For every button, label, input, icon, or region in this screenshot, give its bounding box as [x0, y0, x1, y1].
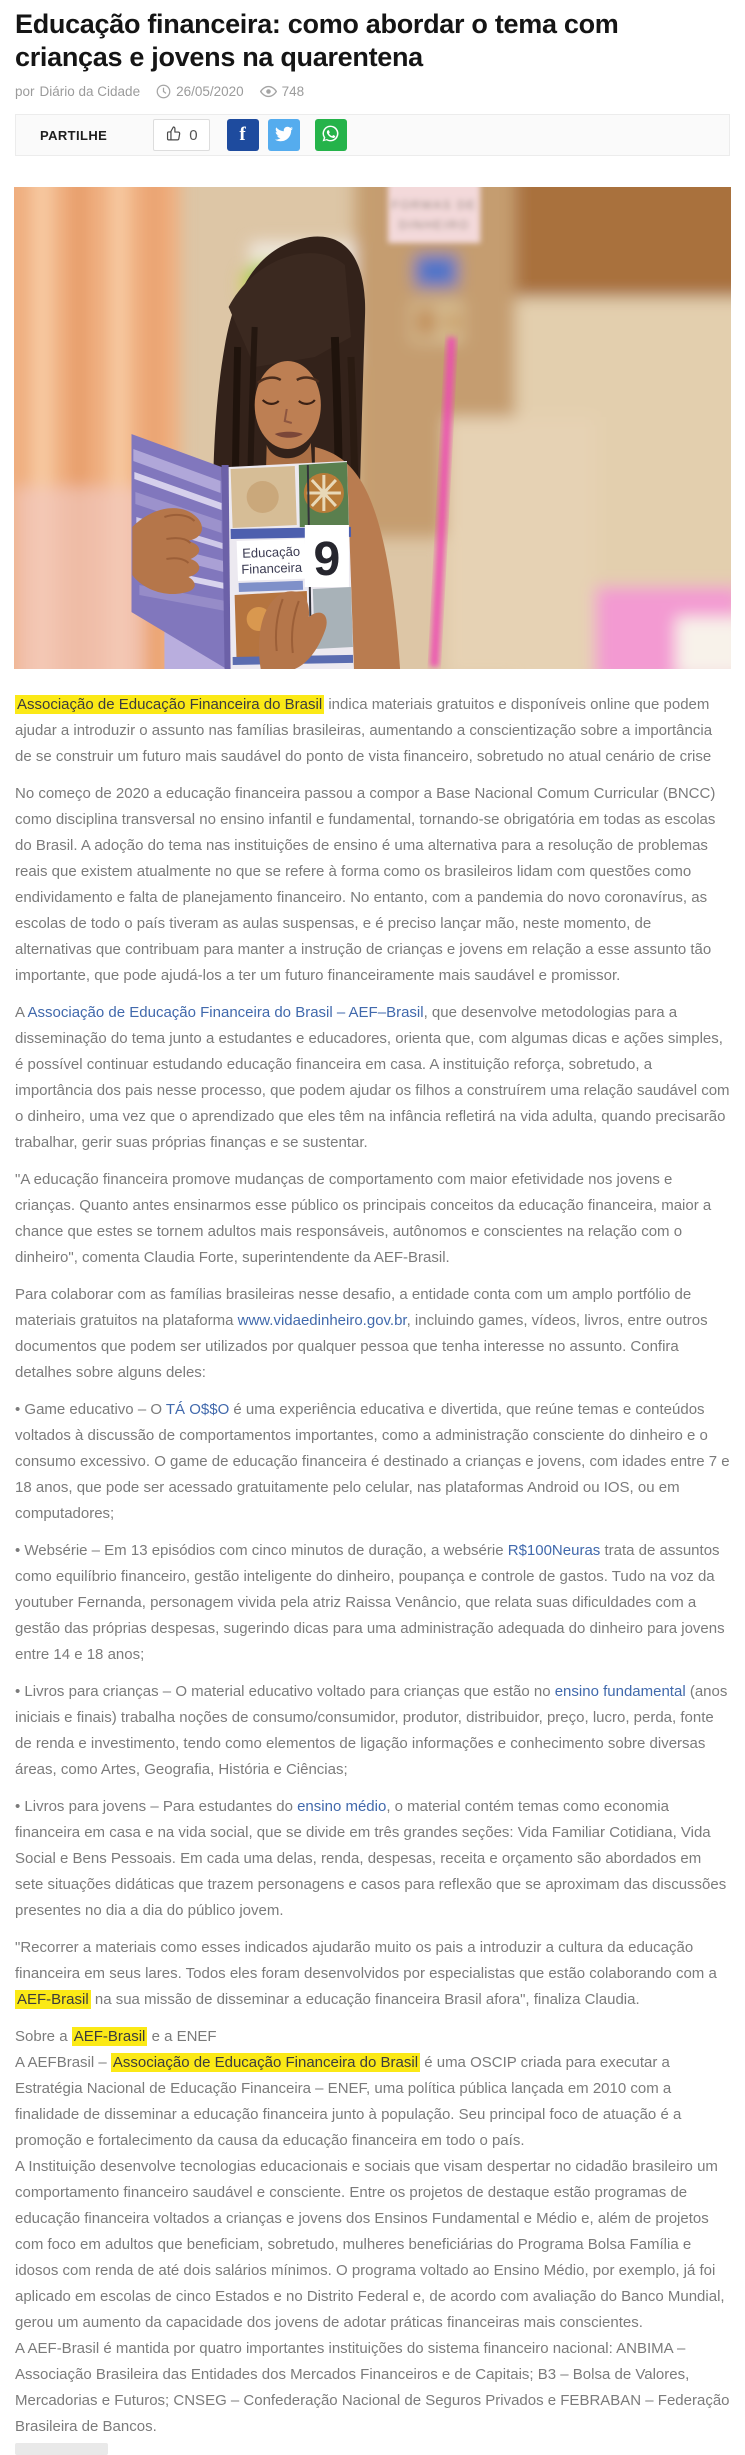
body-text: , que desenvolve metodologias para a disseminação do tema junto a estudantes e educadores, orienta que, com algumas dicas e ações simples, é possível continuar estudando educação financeira em casa. A instituição reforça, sobretudo, a importância dos pais nesse processo, que podem ajudar os filhos a construírem uma relação saudável com o dinheiro, uma vez que o aprendizado que eles têm na infância refletirá na vida adulta, quando precisarão trabalhar, gerir suas próprias finanças e se sustentar. — [15, 1004, 730, 1151]
book-number: 9 — [313, 532, 341, 586]
body-text: "Recorrer a materiais como esses indicados ajudarão muito os pais a introduzir a cultura da educação financeira em seus lares. Todos eles foram desenvolvidos por especialistas que estão colaborando com a — [15, 1939, 717, 1982]
whatsapp-share-button[interactable] — [315, 119, 347, 151]
paragraph — [15, 1282, 730, 1386]
cutoff-tag-chip[interactable] — [15, 2443, 108, 2455]
body-text: Para colaborar com as famílias brasileiras nesse desafio, a entidade conta com um amplo portfólio de materiais gratuitos na plataforma — [15, 1286, 692, 1329]
book-title-line1: Educação — [241, 543, 301, 561]
paragraph — [15, 2336, 730, 2440]
inline-link[interactable]: Associação de Educação Financeira do Brasil – AEF–Brasil — [27, 1004, 424, 1021]
facebook-share-button[interactable] — [227, 119, 259, 151]
publish-date: 26/05/2020 — [176, 84, 244, 99]
inline-link[interactable]: www.vidaedinheiro.gov.br — [237, 1312, 407, 1329]
thumbs-up-icon — [165, 125, 182, 146]
paragraph — [15, 2154, 730, 2336]
inline-link[interactable]: R$100Neuras — [507, 1542, 601, 1559]
paragraph — [15, 692, 730, 770]
poster-text-line1: FORMAS DE — [391, 198, 477, 212]
paragraph — [15, 1794, 730, 1924]
share-label: PARTILHE — [40, 127, 108, 143]
body-text: na sua missão de disseminar a educação financeira Brasil afora", finaliza Claudia. — [90, 1991, 640, 2008]
body-text: • Websérie – Em 13 episódios com cinco minutos de duração, a websérie — [15, 1542, 508, 1559]
byline-prefix: por — [15, 84, 35, 99]
author-link[interactable]: Diário da Cidade — [39, 84, 141, 99]
eye-icon — [260, 85, 277, 98]
body-text: A — [15, 1004, 28, 1021]
inline-link[interactable]: TÁ O$$O — [165, 1401, 230, 1418]
body-text: A AEF-Brasil é mantida por quatro importantes instituições do sistema financeiro nacional: ANBIMA – Associação Brasileira das Entidades dos Mercados Financeiros e de Capitais; B3 – Bolsa de Valores, Mercadorias e Futuros; CNSEG – Confederação Nacional de Seguros Privados e FEBRABAN – Federação Brasileira de Bancos. — [15, 2340, 730, 2435]
body-text: , incluindo games, vídeos, livros, entre outros documentos que podem ser utilizados por qualquer pessoa que tenha interesse no assunto. Confira detalhes sobre alguns deles: — [15, 1312, 708, 1381]
date-meta — [156, 84, 244, 99]
body-text: • Livros para jovens – Para estudantes do — [15, 1798, 298, 1815]
inline-link[interactable]: ensino fundamental — [554, 1683, 686, 1700]
byline — [15, 84, 730, 99]
article-body — [15, 692, 730, 2440]
paragraph — [15, 1538, 730, 1668]
paragraph — [15, 1935, 730, 2013]
clock-icon — [156, 84, 171, 99]
poster-text-line2: DINHEIRO — [398, 218, 470, 232]
page-title: Educação financeira: como abordar o tema com crianças e jovens na quarentena — [15, 9, 619, 72]
article-hero-image — [14, 187, 731, 669]
share-bar — [15, 114, 730, 156]
paragraph — [15, 1000, 730, 1156]
highlighted-text: Associação de Educação Financeira do Brasil — [112, 2054, 419, 2071]
paragraph — [15, 1167, 730, 1271]
book-title-line2: Financeira — [241, 559, 303, 577]
paragraph — [15, 1679, 730, 1783]
body-text: • Livros para crianças – O material educativo voltado para crianças que estão no — [15, 1683, 555, 1700]
body-text: trata de assuntos como equilíbrio financeiro, gestão inteligente do dinheiro, poupança e controle de gastos. Tudo na voz da youtuber Fernanda, personagem vivida pela atriz Raissa Venâncio, que relata suas dificuldades com a gestão das próprias despesas, sugerindo dicas para uma administração adequada do dinheiro para jovens entre 14 e 18 anos; — [15, 1542, 725, 1663]
twitter-icon — [275, 125, 293, 146]
paragraph — [15, 781, 730, 989]
whatsapp-icon — [321, 124, 340, 146]
body-text: A AEFBrasil – — [15, 2054, 111, 2071]
classroom-poster — [388, 187, 480, 243]
body-text: indica materiais gratuitos e disponíveis online que podem ajudar a introduzir o assunto nas famílias brasileiras, aumentando a conscientização sobre a importância de se construir um futuro mais saudável do ponto de vista financeiro, sobretudo no atual cenário de crise — [15, 696, 713, 765]
facebook-icon: f — [239, 124, 246, 145]
paragraph — [15, 1397, 730, 1527]
body-text: é uma experiência educativa e divertida, que reúne temas e conteúdos voltados à discussão de comportamentos importantes, como a administração consciente do dinheiro e o consumo excessivo. O game de educação financeira é destinado a crianças e jovens, com idades entre 7 e 18 anos, que pode ser acessado gratuitamente pelo celular, nas plataformas Android ou IOS, ou em computadores; — [15, 1401, 730, 1522]
author-meta — [15, 84, 140, 99]
body-text: , o material contém temas como economia financeira em casa e na vida social, que se divide em três grandes seções: Vida Familiar Cotidiana, Vida Social e Bens Pessoais. Em cada uma delas, renda, despesas, receita e orçamento são abordados em sete situações didáticas que trazem personagens e casos para reflexão que se aproximam das discussões presentes no dia a dia do público jovem. — [15, 1798, 727, 1919]
body-text: é uma OSCIP criada para executar a Estratégia Nacional de Educação Financeira – ENEF, uma política pública lançada em 2010 com a finalidade de disseminar a educação financeira junto à população. Seu principal foco de atuação é a promoção e fortalecimento da causa da educação financeira em todo o país. — [15, 2054, 682, 2149]
body-text: e a ENEF — [147, 2028, 217, 2045]
body-text: (anos iniciais e finais) trabalha noções de consumo/consumidor, produtor, distribuidor, preço, lucro, perda, fonte de renda e investimento, tendo como elementos de ligação informações e conhecimento sobre diversas áreas, como Artes, Geografia, História e Ciências; — [15, 1683, 728, 1778]
paragraph — [15, 2050, 730, 2154]
body-text: Sobre a — [15, 2028, 72, 2045]
like-button[interactable] — [153, 119, 209, 151]
body-text: No começo de 2020 a educação financeira passou a compor a Base Nacional Comum Curricular (BNCC) como disciplina transversal no ensino infantil e fundamental, tornando-se obrigatória em todas as escolas do Brasil. A adoção do tema nas instituições de ensino é uma alternativa para a resolução de problemas reais que existem atualmente no que se refere à forma como os brasileiros lidam com questões como endividamento e falta de planejamento financeiro. No entanto, com a pandemia do novo coronavírus, as escolas de todo o país tiveram as aulas suspensas, e é preciso lançar mão, neste momento, de alternativas que contribuam para manter a instrução de crianças e jovens em relação a esse assunto tão importante, que pode ajudá-los a ter um futuro financeiramente mais saudável e promissor. — [15, 785, 716, 984]
inline-link[interactable]: ensino médio — [297, 1798, 387, 1815]
twitter-share-button[interactable] — [268, 119, 300, 151]
paragraph — [15, 2024, 730, 2050]
body-text: A Instituição desenvolve tecnologias educacionais e sociais que visam despertar no cidadão brasileiro um comportamento financeiro saudável e consciente. Entre os projetos de destaque estão programas de educação financeira voltados a crianças e jovens dos Ensinos Fundamental e Médio e, além de projetos com foco em adultos que beneficiam, sobretudo, mulheres beneficiárias do Programa Bolsa Família e idosos com renda de até dois salários mínimos. O programa voltado ao Ensino Médio, por exemplo, já foi aplicado em escolas de cinco Estados e no Distrito Federal e, de acordo com avaliação do Banco Mundial, gerou um aumento da capacidade dos jovens de adotar práticas financeiras mais conscientes. — [15, 2158, 725, 2331]
highlighted-text: Associação de Educação Financeira do Brasil — [17, 696, 323, 713]
body-text: "A educação financeira promove mudanças de comportamento com maior efetividade nos jovens e crianças. Quanto antes ensinarmos esse público os principais conceitos da educação financeira, maior a chance que estes se tornem adultos mais responsáveis, autônomos e conscientes na relação com o dinheiro", comenta Claudia Forte, superintendente da AEF-Brasil. — [15, 1171, 712, 1266]
body-text: • Game educativo – O — [15, 1401, 166, 1418]
views-meta — [260, 84, 305, 99]
highlighted-text: AEF-Brasil — [73, 2028, 146, 2045]
highlighted-text: AEF-Brasil — [17, 1991, 89, 2008]
view-count: 748 — [281, 84, 305, 99]
like-count: 0 — [189, 126, 198, 144]
